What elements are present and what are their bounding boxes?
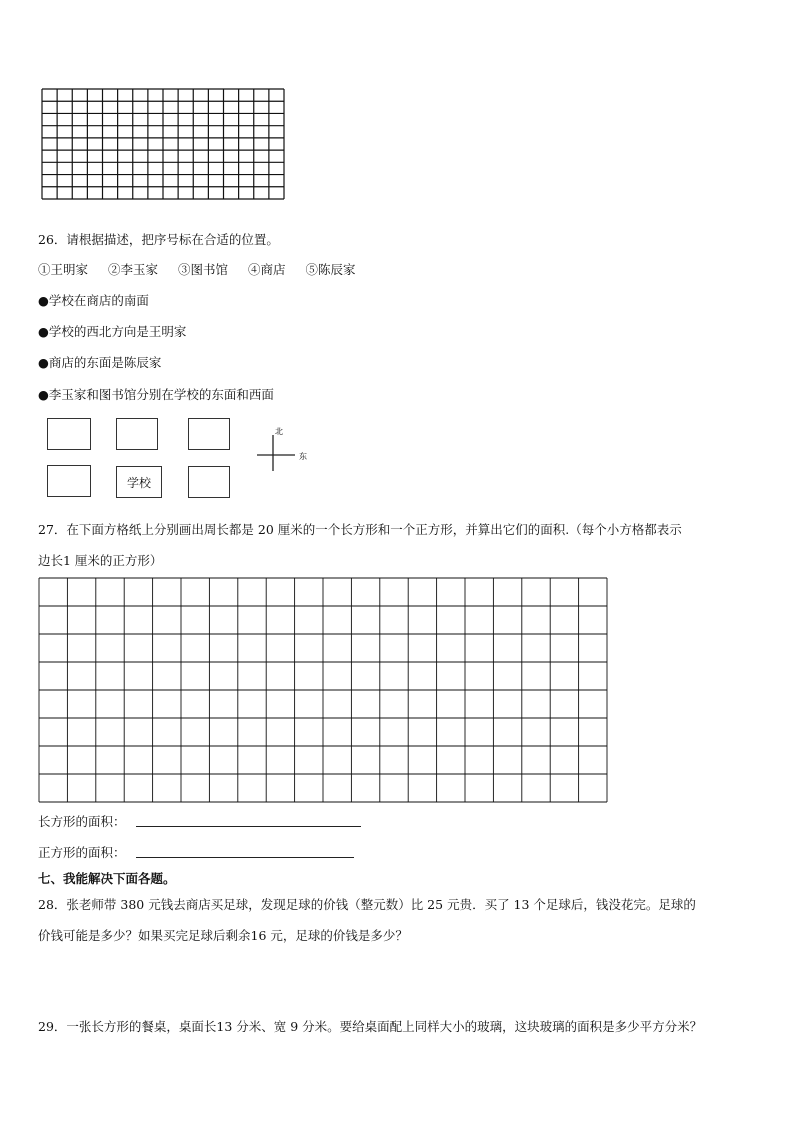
- q28-line-2: 价钱可能是多少？如果买完足球后剩余16 元，足球的价钱是多少？: [38, 928, 408, 943]
- q26-clue-4: ●李玉家和图书馆分别在学校的东面和西面: [38, 387, 274, 402]
- compass-north-label: 北: [275, 427, 283, 436]
- q26-clue-1: ●学校在商店的南面: [38, 293, 149, 308]
- q28-line-1: 28．张老师带 380 元钱去商店买足球，发现足球的价钱（整元数）比 25 元贵．买了 13 个足球后，钱没花完。足球的: [38, 897, 696, 912]
- square-area-answer-line[interactable]: [136, 857, 354, 858]
- q26-option-4: ④商店: [247, 262, 286, 277]
- q26-options: [38, 260, 355, 278]
- q26-option-3: ③图书馆: [177, 262, 228, 277]
- compass-icon: [255, 425, 315, 475]
- rect-area-answer-line[interactable]: [136, 826, 361, 827]
- q26-clue-3: ●商店的东面是陈辰家: [38, 355, 162, 370]
- school-box: [116, 466, 162, 498]
- q26-option-1: ①王明家: [38, 262, 89, 277]
- small-grid: [41, 88, 285, 200]
- large-grid: [38, 577, 608, 803]
- q26-option-2: ②李玉家: [107, 262, 158, 277]
- q27-line-1: 27．在下面方格纸上分别画出周长都是 20 厘米的一个长方形和一个正方形，并算出它们的面积.（每个小方格都表示: [38, 522, 682, 537]
- section-7-heading: 七、我能解决下面各题。: [38, 871, 176, 886]
- q26-title: 26．请根据描述，把序号标在合适的位置。: [38, 232, 279, 247]
- square-area-label: 正方形的面积：: [38, 845, 126, 860]
- q26-option-5: ⑤陈辰家: [305, 262, 356, 277]
- map-box-bottom-right: [188, 466, 230, 498]
- map-box-bottom-left: [47, 465, 91, 497]
- q29-line-1: 29．一张长方形的餐桌，桌面长13 分米、宽 9 分米。要给桌面配上同样大小的玻璃，这块玻璃的面积是多少平方分米？: [38, 1019, 703, 1034]
- map-box-top-right: [188, 418, 230, 450]
- q27-line-2: 边长1 厘米的正方形）: [38, 553, 163, 568]
- compass-east-label: 东: [299, 452, 307, 461]
- q26-clue-2: ●学校的西北方向是王明家: [38, 324, 187, 339]
- rect-area-label: 长方形的面积：: [38, 814, 126, 829]
- map-box-top-left: [47, 418, 91, 450]
- map-box-top-middle: [116, 418, 158, 450]
- school-label: 学校: [126, 475, 151, 490]
